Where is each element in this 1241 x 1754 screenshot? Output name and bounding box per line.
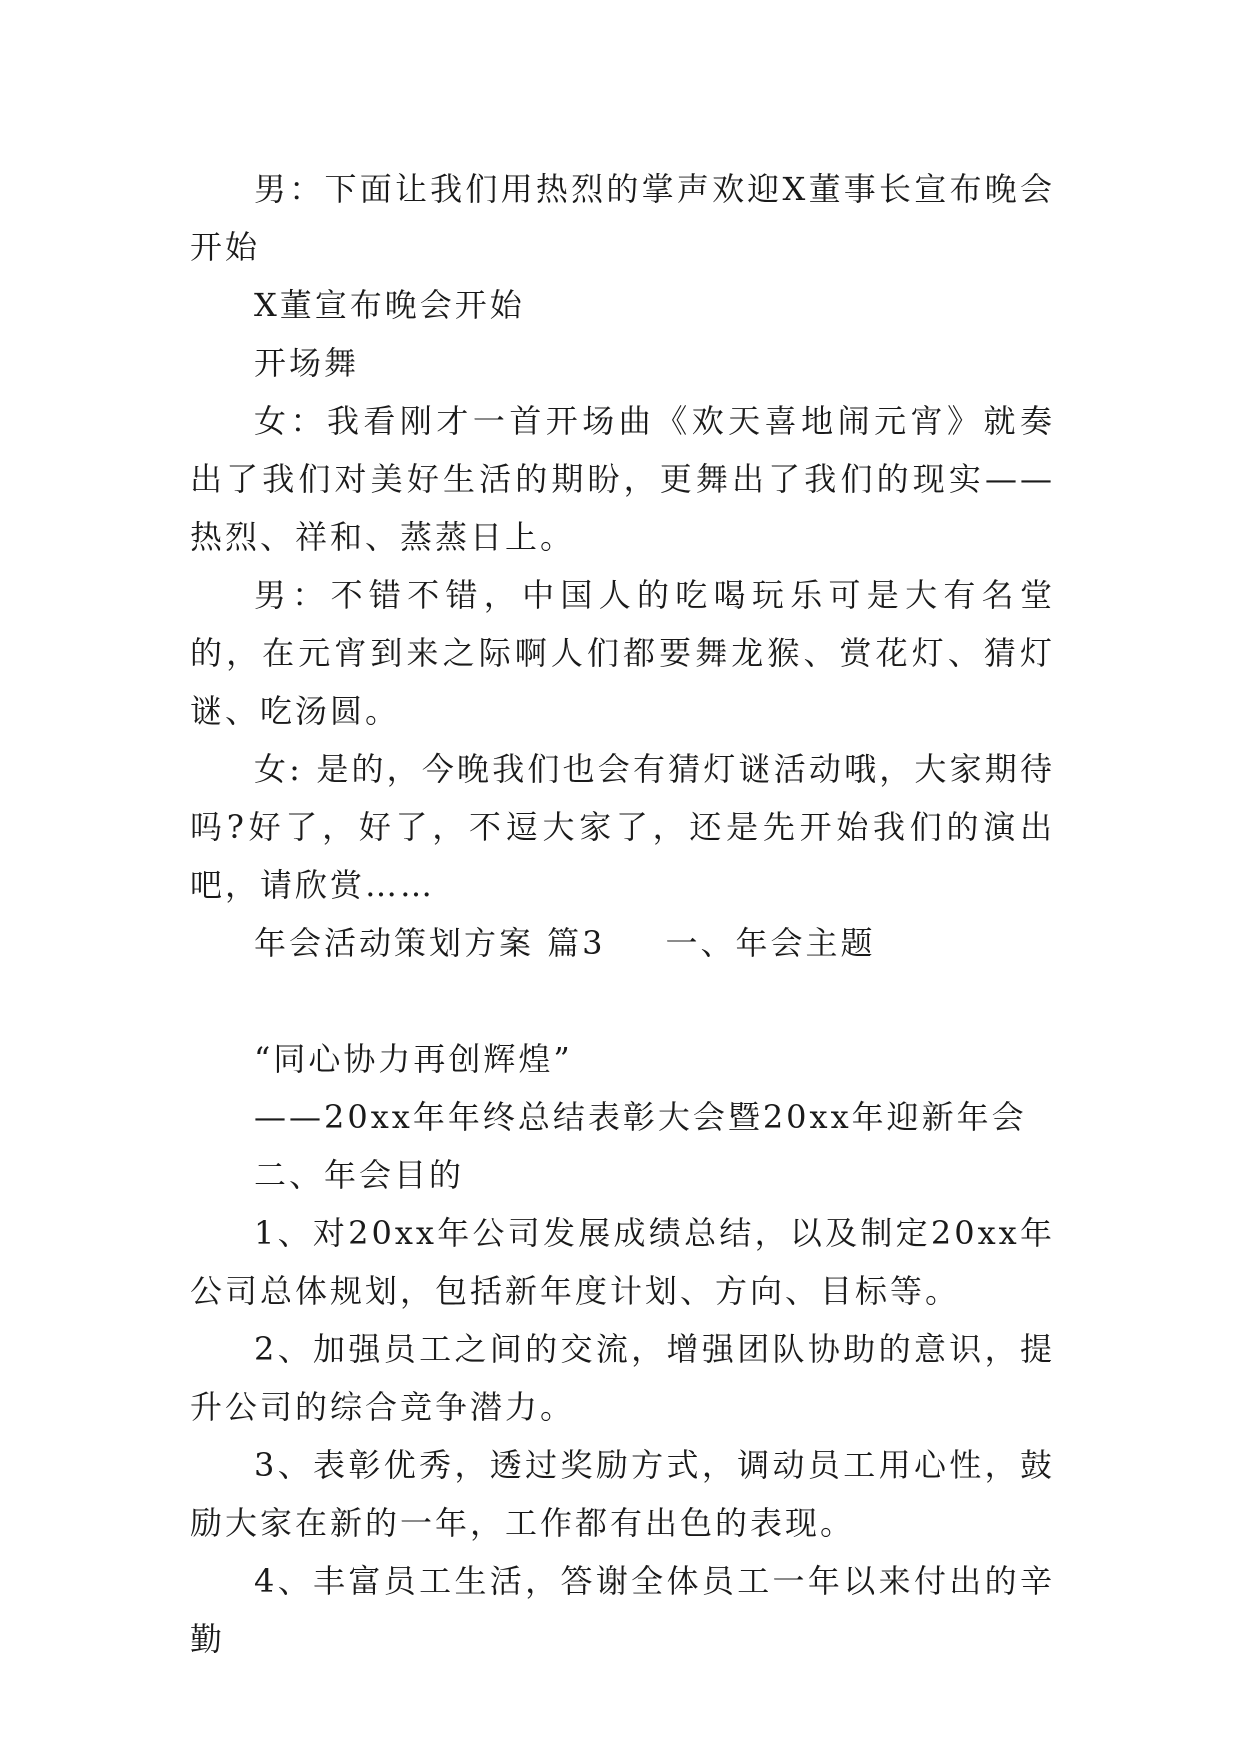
paragraph: 4、丰富员工生活，答谢全体员工一年以来付出的辛勤 <box>190 1562 1055 1658</box>
paragraph: 男：不错不错，中国人的吃喝玩乐可是大有名堂的，在元宵到来之际啊人们都要舞龙猴、赏花灯、猜灯谜、吃汤圆。 <box>190 576 1055 730</box>
paragraph: 二、年会目的 <box>254 1156 465 1194</box>
paragraph: X董宣布晚会开始 <box>254 286 525 324</box>
section-title: 年会活动策划方案 篇3 <box>254 924 606 962</box>
paragraph: “同心协力再创辉煌” <box>254 1040 573 1078</box>
section-heading <box>190 914 1055 972</box>
document-body <box>190 160 1055 1668</box>
paragraph: 女：我看刚才一首开场曲《欢天喜地闹元宵》就奏出了我们对美好生活的期盼，更舞出了我们的现实——热烈、祥和、蒸蒸日上。 <box>190 402 1055 556</box>
paragraph: 2、加强员工之间的交流，增强团队协助的意识，提升公司的综合竞争潜力。 <box>190 1330 1055 1426</box>
section-subtitle: 一、年会主题 <box>665 924 876 962</box>
blank-line <box>190 972 1055 1030</box>
paragraph: 女: 是的，今晚我们也会有猜灯谜活动哦，大家期待吗?好了，好了，不逗大家了，还是先开始我们的演出吧，请欣赏…… <box>190 750 1055 904</box>
paragraph: 男：下面让我们用热烈的掌声欢迎X董事长宣布晚会开始 <box>190 170 1055 266</box>
paragraph: ——20xx年年终总结表彰大会暨20xx年迎新年会 <box>254 1098 1027 1136</box>
paragraph: 1、对20xx年公司发展成绩总结，以及制定20xx年公司总体规划，包括新年度计划、方向、目标等。 <box>190 1214 1055 1310</box>
paragraph: 3、表彰优秀，透过奖励方式，调动员工用心性，鼓励大家在新的一年，工作都有出色的表现。 <box>190 1446 1055 1542</box>
paragraph: 开场舞 <box>254 344 360 382</box>
